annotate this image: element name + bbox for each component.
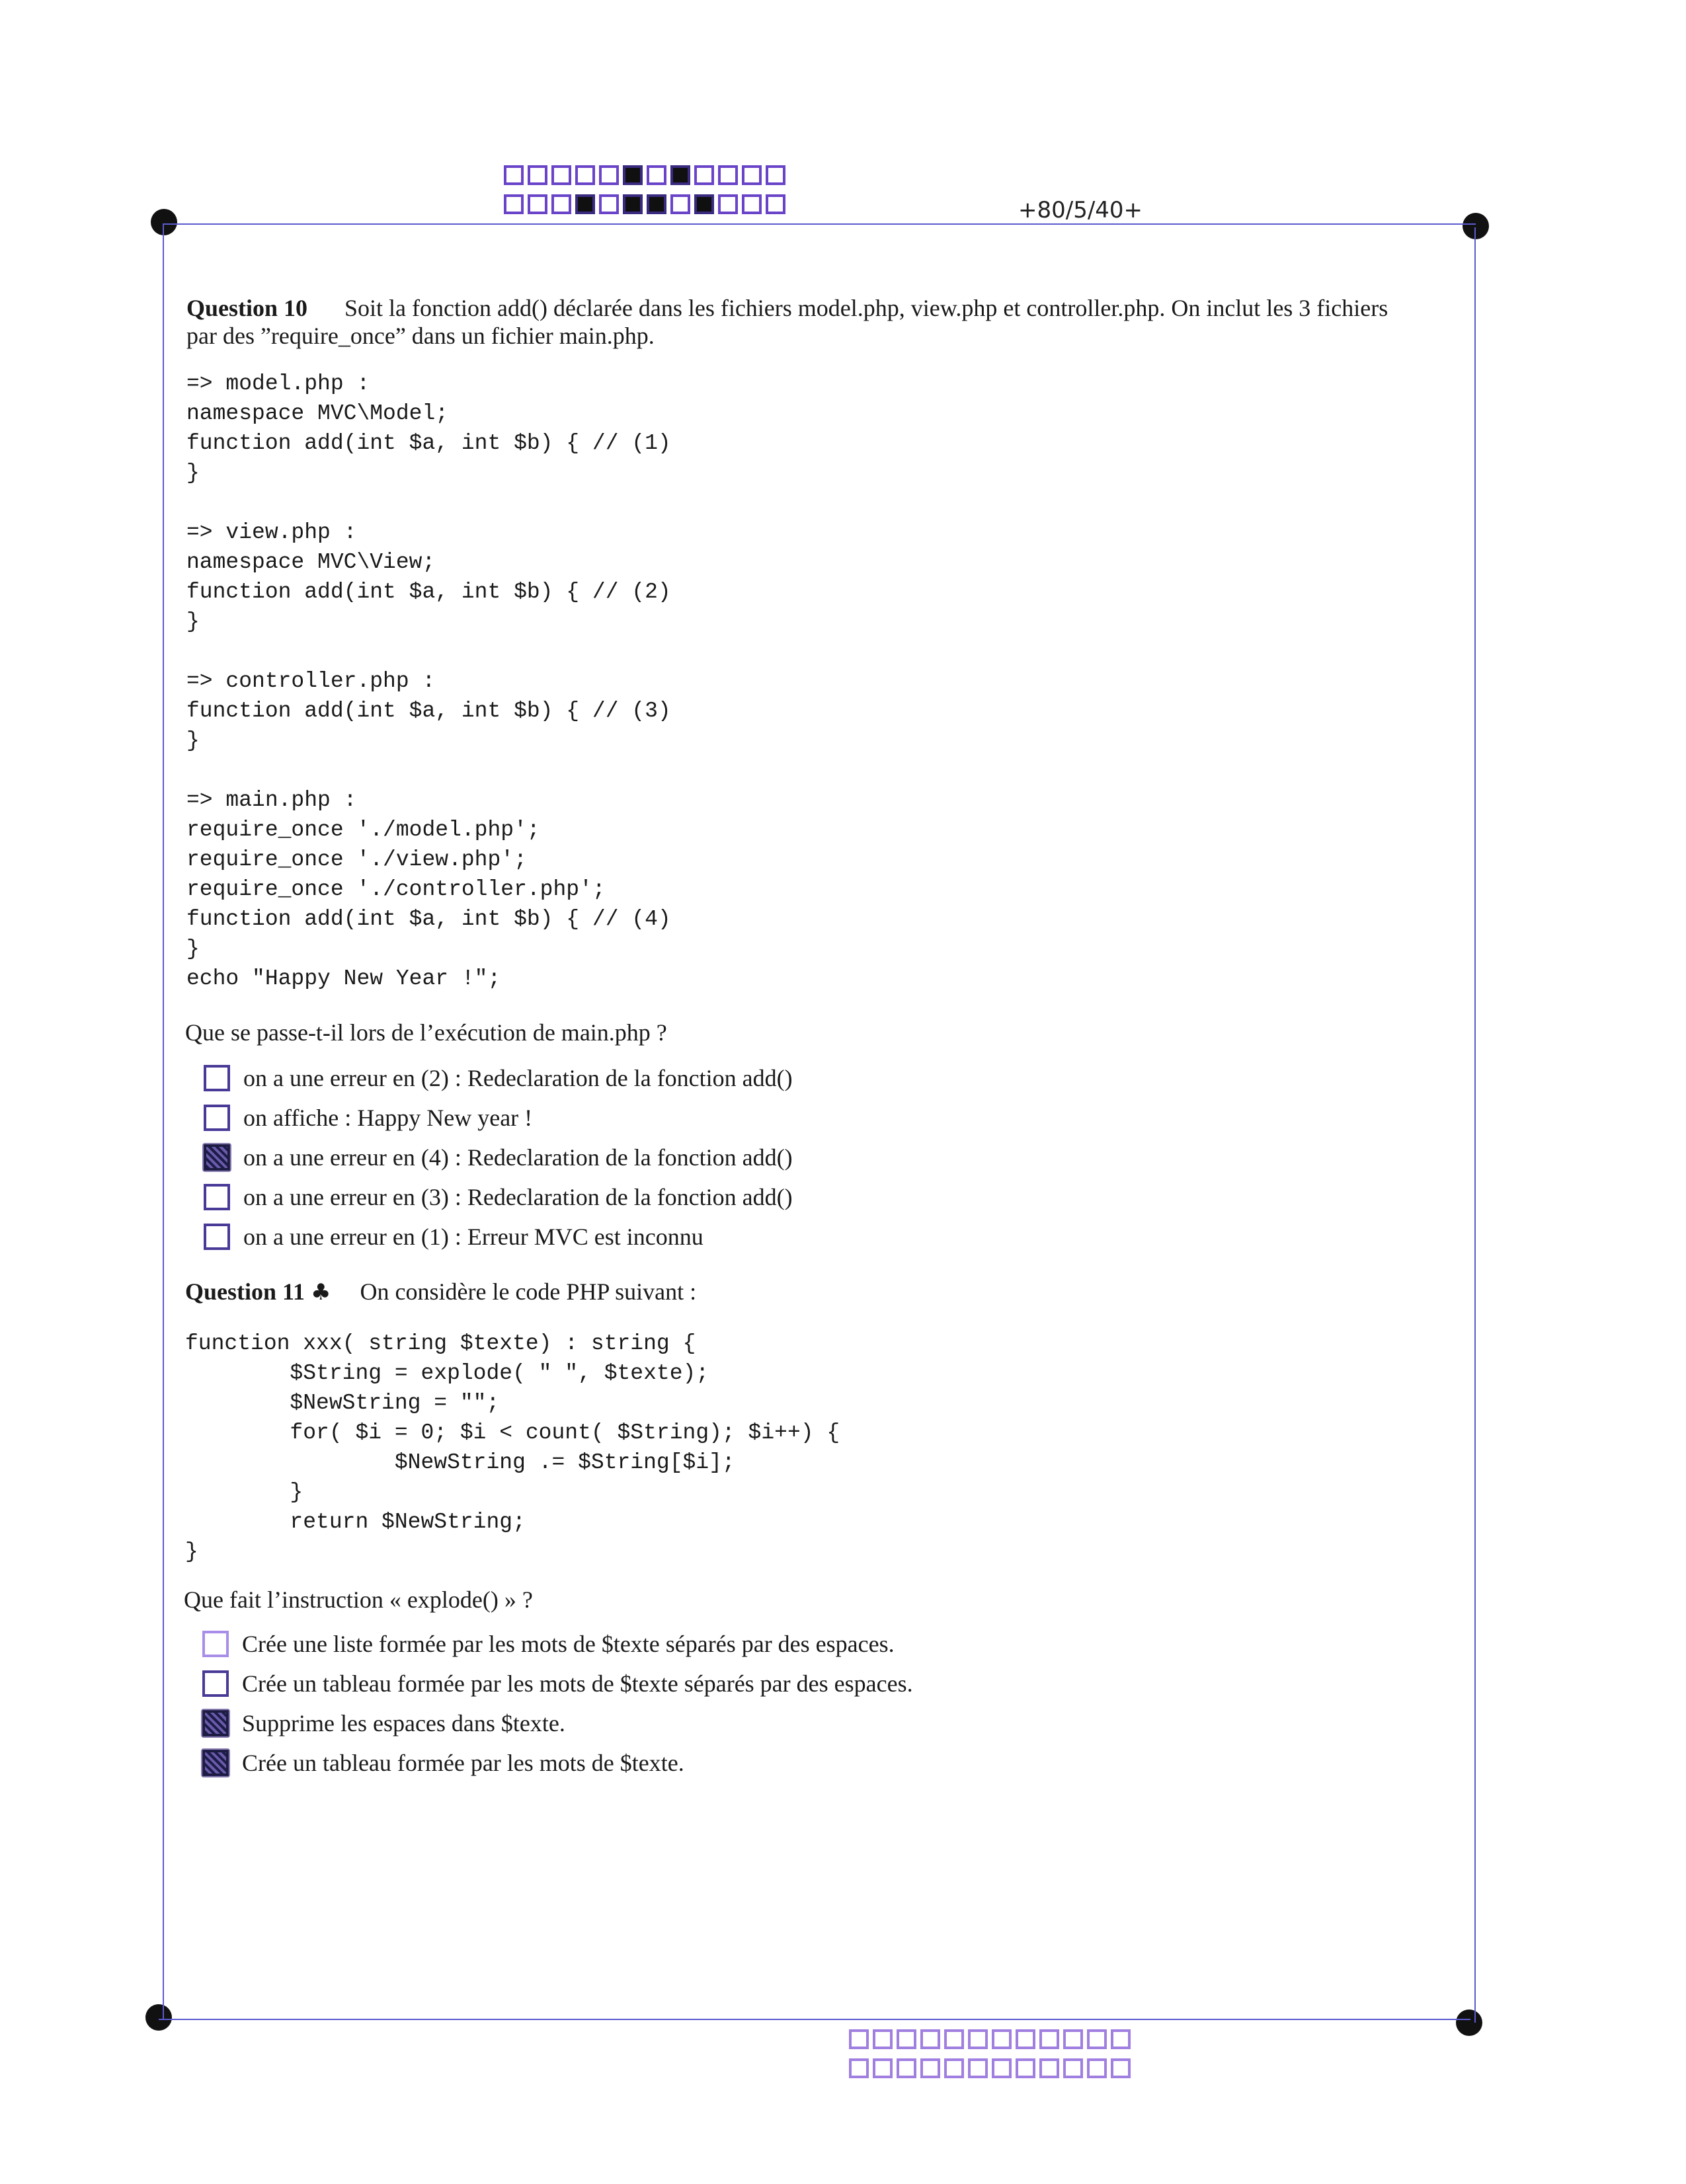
q11-choice-4[interactable] bbox=[202, 1749, 684, 1777]
student-id-boxes-row-2 bbox=[504, 194, 789, 214]
q10-choice-2[interactable] bbox=[204, 1104, 532, 1132]
bottom-answer-boxes-row-1 bbox=[849, 2029, 1135, 2049]
q10-checkbox-4[interactable] bbox=[204, 1184, 230, 1210]
id-box bbox=[599, 165, 619, 185]
id-box bbox=[575, 165, 595, 185]
answer-box bbox=[897, 2058, 916, 2078]
q10-choice-3[interactable] bbox=[204, 1144, 793, 1171]
question-11-prompt: Que fait l’instruction « explode() » ? bbox=[184, 1586, 533, 1613]
id-box bbox=[766, 194, 785, 214]
id-box-filled bbox=[647, 194, 666, 214]
student-id-boxes-row-1 bbox=[504, 165, 789, 185]
id-box bbox=[742, 194, 762, 214]
answer-box bbox=[968, 2029, 988, 2049]
q10-choice-1-label: on a une erreur en (2) : Redeclaration de la fonction add() bbox=[243, 1065, 793, 1091]
id-box-filled bbox=[623, 194, 643, 214]
question-11-intro bbox=[185, 1277, 696, 1307]
question-11-label: Question 11 bbox=[185, 1278, 305, 1305]
corner-mark-top-right bbox=[1463, 213, 1489, 239]
answer-box bbox=[1087, 2029, 1107, 2049]
frame-bottom-line bbox=[159, 2019, 1470, 2020]
answer-box bbox=[1063, 2029, 1083, 2049]
id-box bbox=[718, 194, 738, 214]
answer-box bbox=[968, 2058, 988, 2078]
club-icon: ♣ bbox=[311, 1279, 331, 1306]
q11-checkbox-3-checked[interactable] bbox=[202, 1710, 229, 1736]
answer-box bbox=[1039, 2029, 1059, 2049]
q10-checkbox-5[interactable] bbox=[204, 1224, 230, 1250]
answer-box bbox=[1016, 2058, 1035, 2078]
q11-choice-3[interactable] bbox=[202, 1709, 565, 1737]
id-box bbox=[504, 165, 524, 185]
id-box bbox=[647, 165, 666, 185]
id-box bbox=[742, 165, 762, 185]
answer-box bbox=[1111, 2029, 1131, 2049]
corner-mark-bottom-left bbox=[145, 2004, 172, 2031]
question-10-label: Question 10 bbox=[186, 295, 308, 321]
question-11-intro-text: On considère le code PHP suivant : bbox=[360, 1278, 697, 1305]
answer-box bbox=[873, 2058, 893, 2078]
answer-box bbox=[897, 2029, 916, 2049]
id-box bbox=[528, 194, 547, 214]
id-box bbox=[694, 165, 714, 185]
q11-choice-1[interactable] bbox=[202, 1630, 895, 1658]
id-box-filled bbox=[623, 165, 643, 185]
question-10-intro bbox=[186, 293, 1456, 323]
q11-choice-2[interactable] bbox=[202, 1670, 913, 1697]
q11-checkbox-1[interactable] bbox=[202, 1631, 229, 1657]
q10-choice-4[interactable] bbox=[204, 1183, 793, 1211]
id-box bbox=[551, 165, 571, 185]
answer-box bbox=[849, 2058, 869, 2078]
q11-choice-4-label: Crée un tableau formée par les mots de $texte. bbox=[242, 1750, 684, 1776]
answer-box bbox=[992, 2058, 1012, 2078]
q10-choice-3-label: on a une erreur en (4) : Redeclaration de la fonction add() bbox=[243, 1144, 793, 1171]
id-box-filled bbox=[670, 165, 690, 185]
answer-box bbox=[1039, 2058, 1059, 2078]
id-box-filled bbox=[694, 194, 714, 214]
q10-checkbox-1[interactable] bbox=[204, 1065, 230, 1091]
answer-box bbox=[944, 2058, 964, 2078]
q11-choice-1-label: Crée une liste formée par les mots de $texte séparés par des espaces. bbox=[242, 1631, 895, 1657]
bottom-answer-boxes-row-2 bbox=[849, 2058, 1135, 2078]
id-box bbox=[718, 165, 738, 185]
page-code: +80/5/40+ bbox=[1018, 197, 1143, 223]
q10-checkbox-2[interactable] bbox=[204, 1105, 230, 1131]
id-box bbox=[670, 194, 690, 214]
id-box-filled bbox=[575, 194, 595, 214]
id-box bbox=[551, 194, 571, 214]
q10-choice-4-label: on a une erreur en (3) : Redeclaration de la fonction add() bbox=[243, 1184, 793, 1210]
answer-box bbox=[1111, 2058, 1131, 2078]
q10-choice-2-label: on affiche : Happy New year ! bbox=[243, 1105, 533, 1131]
q11-choice-3-label: Supprime les espaces dans $texte. bbox=[242, 1710, 565, 1736]
question-10-intro-line1: Soit la fonction add() déclarée dans les fichiers model.php, view.php et controller.php. On inclut les 3 fichiers bbox=[344, 295, 1388, 321]
q11-checkbox-2[interactable] bbox=[202, 1670, 229, 1697]
id-box bbox=[528, 165, 547, 185]
answer-box bbox=[873, 2029, 893, 2049]
answer-box bbox=[992, 2029, 1012, 2049]
answer-box bbox=[1087, 2058, 1107, 2078]
question-11-code: function xxx( string $texte) : string { $String = explode( " ", $texte); $NewString = ""; for( $i = 0; $i < count( $String); $i++) { $NewString .= $String[$i]; } return $NewString; } bbox=[185, 1331, 840, 1564]
id-box bbox=[504, 194, 524, 214]
answer-box bbox=[920, 2029, 940, 2049]
q10-choice-1[interactable] bbox=[204, 1064, 793, 1092]
id-box bbox=[766, 165, 785, 185]
answer-box bbox=[1063, 2058, 1083, 2078]
frame-right-line bbox=[1474, 227, 1476, 2023]
question-10-intro-line2: par des ”require_once” dans un fichier main.php. bbox=[186, 323, 655, 349]
id-box bbox=[599, 194, 619, 214]
answer-box bbox=[944, 2029, 964, 2049]
answer-box bbox=[920, 2058, 940, 2078]
frame-top-line bbox=[164, 223, 1476, 225]
q11-choice-2-label: Crée un tableau formée par les mots de $texte séparés par des espaces. bbox=[242, 1670, 913, 1697]
frame-left-line bbox=[163, 223, 164, 2019]
question-10-prompt: Que se passe-t-il lors de l’exécution de main.php ? bbox=[185, 1019, 667, 1046]
q10-choice-5-label: on a une erreur en (1) : Erreur MVC est inconnu bbox=[243, 1224, 703, 1250]
answer-box bbox=[849, 2029, 869, 2049]
q11-checkbox-4-checked[interactable] bbox=[202, 1750, 229, 1776]
corner-mark-top-left bbox=[151, 209, 177, 235]
q10-choice-5[interactable] bbox=[204, 1223, 703, 1251]
answer-box bbox=[1016, 2029, 1035, 2049]
corner-mark-bottom-right bbox=[1456, 2009, 1482, 2036]
question-10-code: => model.php : namespace MVC\Model; function add(int $a, int $b) { // (1) } => view.php : namespace MVC\View; function add(int $a, int $b) { // (2) } => controller.php : function add(int $a, int $b) { // (3) } => main.php : require_once './model.php'; require_once './view.php'; require_once './controller.php'; function add(int $a, int $b) { // (4) } echo "Happy New Year !"; bbox=[186, 371, 671, 991]
q10-checkbox-3-checked[interactable] bbox=[204, 1144, 230, 1171]
